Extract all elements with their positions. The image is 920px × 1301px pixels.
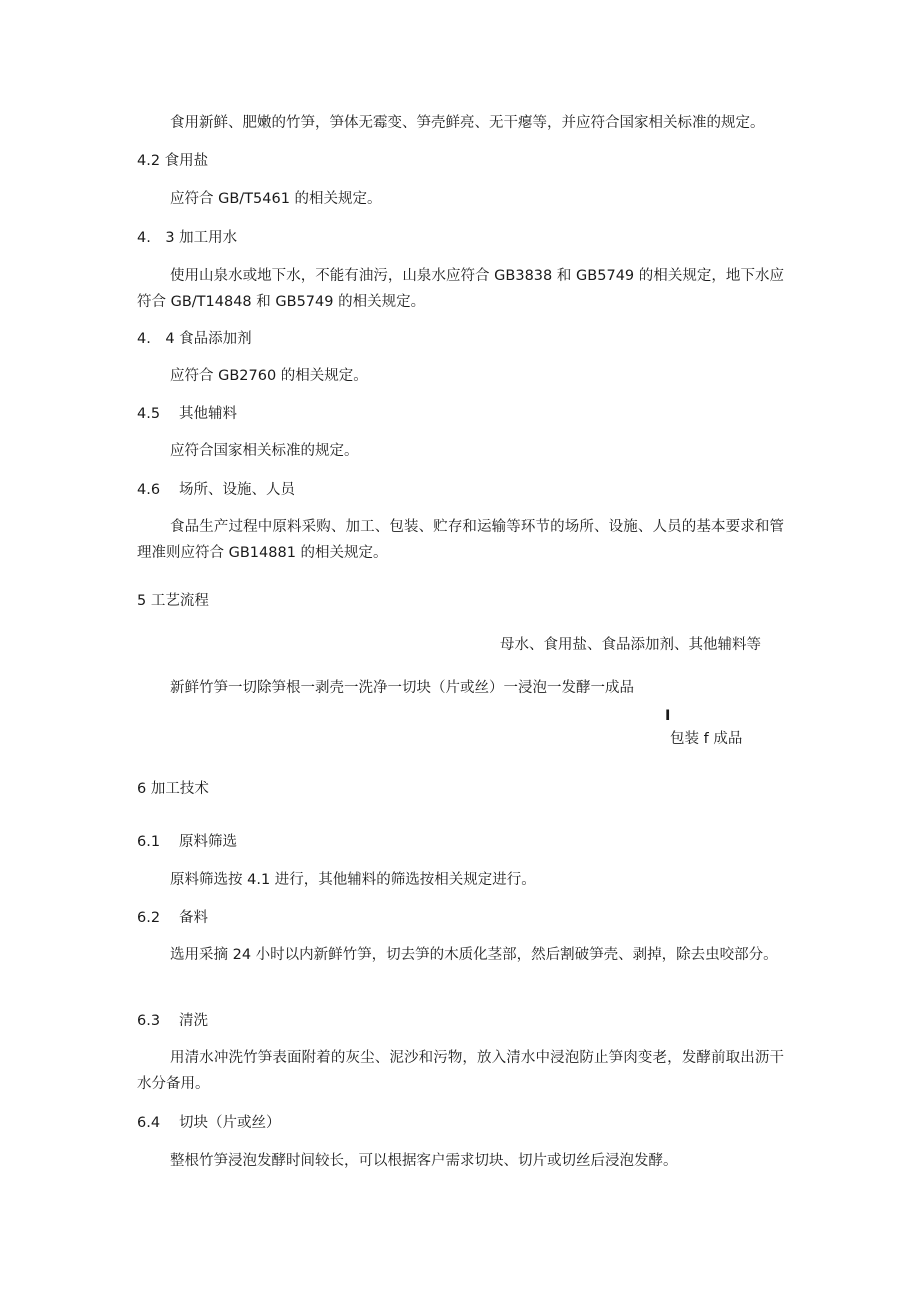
flow-inputs: 母水、食用盐、食品添加剂、其他辅料等 xyxy=(500,637,761,653)
heading-number: 4.5 xyxy=(137,406,161,422)
heading-text: 原料筛选 xyxy=(179,834,237,850)
heading-4-5 xyxy=(137,401,237,427)
heading-number: 6.4 xyxy=(137,1115,161,1131)
heading-text: 切块（片或丝） xyxy=(179,1115,281,1131)
flow-down-mark: I xyxy=(665,708,671,724)
heading-4-2: 4.2 食用盐 xyxy=(137,153,209,169)
paragraph-washing: 用清水冲洗竹笋表面附着的灰尘、泥沙和污物，放入清水中浸泡防止笋肉变老，发酵前取出沥干水分备用。 xyxy=(137,1050,784,1092)
paragraph-salt: 应符合 GB/T5461 的相关规定。 xyxy=(170,191,382,207)
flow-packaging: 包装 f 成品 xyxy=(670,731,743,747)
heading-number: 6.2 xyxy=(137,910,161,926)
paragraph-water: 使用山泉水或地下水，不能有油污，山泉水应符合 GB3838 和 GB5749 的相关规定，地下水应符合 GB/T14848 和 GB5749 的相关规定。 xyxy=(137,268,784,310)
paragraph-facilities: 食品生产过程中原料采购、加工、包装、贮存和运输等环节的场所、设施、人员的基本要求和管理准则应符合 GB14881 的相关规定。 xyxy=(137,519,784,561)
paragraph-raw-bamboo: 食用新鲜、肥嫩的竹笋，笋体无霉变、笋壳鲜亮、无干瘪等，并应符合国家相关标准的规定。 xyxy=(170,115,765,131)
paragraph-preparation: 选用采摘 24 小时以内新鲜竹笋，切去笋的木质化茎部，然后割破笋壳、剥掉，除去虫咬部分。 xyxy=(170,947,778,963)
heading-5: 5 工艺流程 xyxy=(137,593,209,609)
heading-6-4 xyxy=(137,1110,281,1136)
heading-text: 场所、设施、人员 xyxy=(179,482,295,498)
heading-4-3: 4. 3 加工用水 xyxy=(137,230,238,246)
flow-main-process: 新鲜竹笋一切除笋根一剥壳一洗净一切块（片或丝）一浸泡一发酵一成品 xyxy=(170,680,634,696)
paragraph-additive: 应符合 GB2760 的相关规定。 xyxy=(170,368,368,384)
heading-number: 6.3 xyxy=(137,1013,161,1029)
heading-number: 4.6 xyxy=(137,482,161,498)
heading-number: 6.1 xyxy=(137,834,161,850)
heading-text: 备料 xyxy=(179,910,208,926)
heading-4-6 xyxy=(137,477,295,503)
paragraph-screening: 原料筛选按 4.1 进行，其他辅料的筛选按相关规定进行。 xyxy=(170,872,536,888)
paragraph-other-materials: 应符合国家相关标准的规定。 xyxy=(170,443,359,459)
heading-6-1 xyxy=(137,829,237,855)
heading-6-3 xyxy=(137,1008,208,1034)
heading-text: 其他辅料 xyxy=(179,406,237,422)
paragraph-cutting: 整根竹笋浸泡发酵时间较长，可以根据客户需求切块、切片或切丝后浸泡发酵。 xyxy=(170,1153,678,1169)
heading-4-4: 4. 4 食品添加剂 xyxy=(137,331,252,347)
heading-6-2 xyxy=(137,905,208,931)
heading-text: 清洗 xyxy=(179,1013,208,1029)
heading-6: 6 加工技术 xyxy=(137,781,209,797)
